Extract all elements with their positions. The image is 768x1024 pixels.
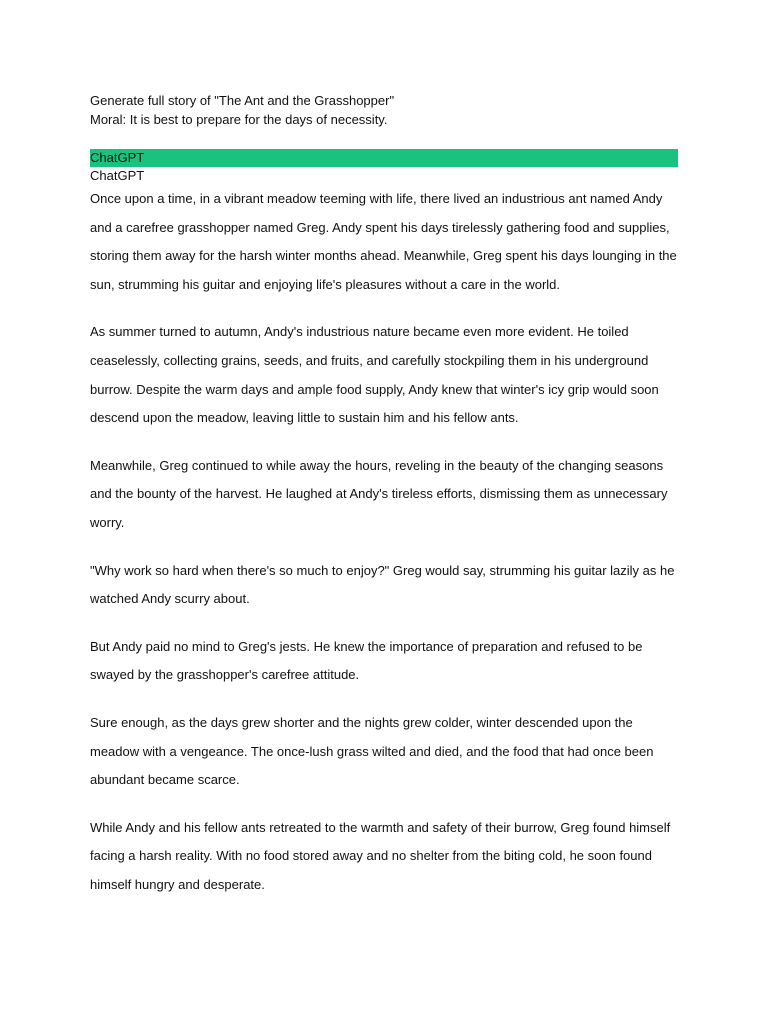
story-paragraph: Meanwhile, Greg continued to while away the hours, reveling in the beauty of the changing seasons and the bounty of the harvest. He laughed at Andy's tireless efforts, dismissing them as unnecessary worry. (90, 457, 668, 530)
prompt-moral: Moral: It is best to prepare for the days of necessity. (90, 112, 388, 127)
response-header-bar: ChatGPT (90, 149, 678, 167)
story-paragraph: "Why work so hard when there's so much to enjoy?" Greg would say, strumming his guitar lazily as he watched Andy scurry about. (90, 562, 675, 607)
story-paragraph: Sure enough, as the days grew shorter and the nights grew colder, winter descended upon the meadow with a vengeance. The once-lush grass wilted and died, and the food that had once been abundant became scarce. (90, 714, 654, 788)
story-paragraph: But Andy paid no mind to Greg's jests. He knew the importance of preparation and refused to be swayed by the grasshopper's carefree attitude. (90, 638, 643, 683)
document-page (90, 91, 678, 918)
prompt-title: Generate full story of "The Ant and the Grasshopper" (90, 93, 395, 108)
story-paragraph: While Andy and his fellow ants retreated to the warmth and safety of their burrow, Greg found himself facing a harsh reality. With no food stored away and no shelter from the biting cold, he soon found himself hungry and desperate. (90, 819, 671, 892)
story-paragraph: As summer turned to autumn, Andy's industrious nature became even more evident. He toiled ceaselessly, collecting grains, seeds, and fruits, and carefully stockpiling them in his underground burrow. Despite the warm days and ample food supply, Andy knew that winter's icy grip would soon descend upon the meadow, leaving little to sustain him and his fellow ants. (90, 324, 659, 426)
response-body (90, 185, 678, 899)
spacer (90, 129, 678, 149)
response-speaker-label: ChatGPT (90, 168, 145, 183)
story-paragraph: Once upon a time, in a vibrant meadow teeming with life, there lived an industrious ant named Andy and a carefree grasshopper named Greg. Andy spent his days tirelessly gathering food and supplies, storing them away for the harsh winter months ahead. Meanwhile, Greg spent his days lounging in the sun, strumming his guitar and enjoying life's pleasures without a care in the world. (90, 191, 677, 292)
